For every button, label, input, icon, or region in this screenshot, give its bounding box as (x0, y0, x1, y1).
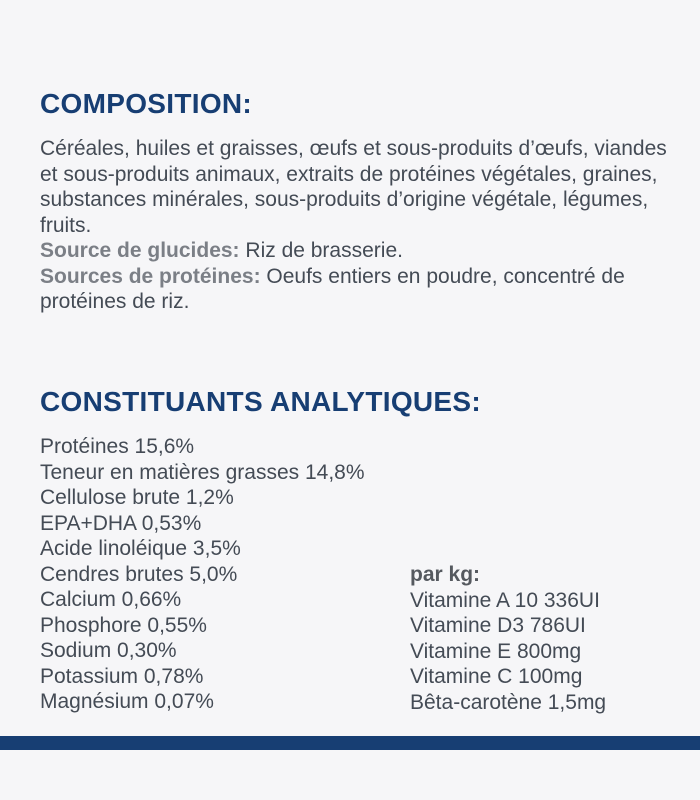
composition-heading: COMPOSITION: (40, 88, 253, 119)
carb-source-value: Riz de brasserie. (239, 239, 403, 262)
per-kg-title: par kg: (410, 563, 481, 586)
list-item: Cellulose brute 1,2% (40, 486, 234, 509)
carb-source-line (40, 238, 680, 264)
composition-block (40, 136, 680, 315)
analytical-heading: CONSTITUANTS ANALYTIQUES: (40, 386, 481, 417)
list-item: Cendres brutes 5,0% (40, 562, 238, 586)
list-item: Vitamine D3 786UI (410, 614, 586, 637)
protein-source-value: Oeufs entiers en poudre, concentré de protéines de riz. (40, 264, 625, 313)
list-item: Sodium 0,30% (40, 639, 177, 662)
analytical-list (40, 434, 365, 715)
list-item: Vitamine C 100mg (410, 665, 583, 688)
per-kg-block (410, 562, 606, 715)
bottom-bar (0, 736, 700, 750)
protein-source-label: Sources de protéines: (40, 264, 261, 288)
protein-source-line (40, 264, 680, 315)
list-item: Protéines 15,6% (40, 435, 195, 458)
ingredients-text: Céréales, huiles et graisses, œufs et sous-produits d’œufs, viandes et sous-produits animaux, extraits de protéines végétales, graines, substances minérales, sous-produits d’origine végétale, légumes, fruits. (40, 137, 667, 237)
list-item: Calcium 0,66% (40, 588, 182, 611)
list-item: Phosphore 0,55% (40, 613, 207, 637)
list-item: Vitamine E 800mg (410, 639, 582, 663)
vitamin-list (410, 588, 606, 716)
list-item: Acide linoléique 3,5% (40, 537, 241, 560)
list-item: EPA+DHA 0,53% (40, 511, 202, 535)
list-item: Magnésium 0,07% (40, 690, 214, 713)
list-item: Bêta-carotène 1,5mg (410, 690, 607, 714)
list-item: Potassium 0,78% (40, 664, 204, 688)
carb-source-label: Source de glucides: (40, 239, 240, 262)
list-item: Teneur en matières grasses 14,8% (40, 460, 365, 484)
list-item: Vitamine A 10 336UI (410, 588, 600, 612)
